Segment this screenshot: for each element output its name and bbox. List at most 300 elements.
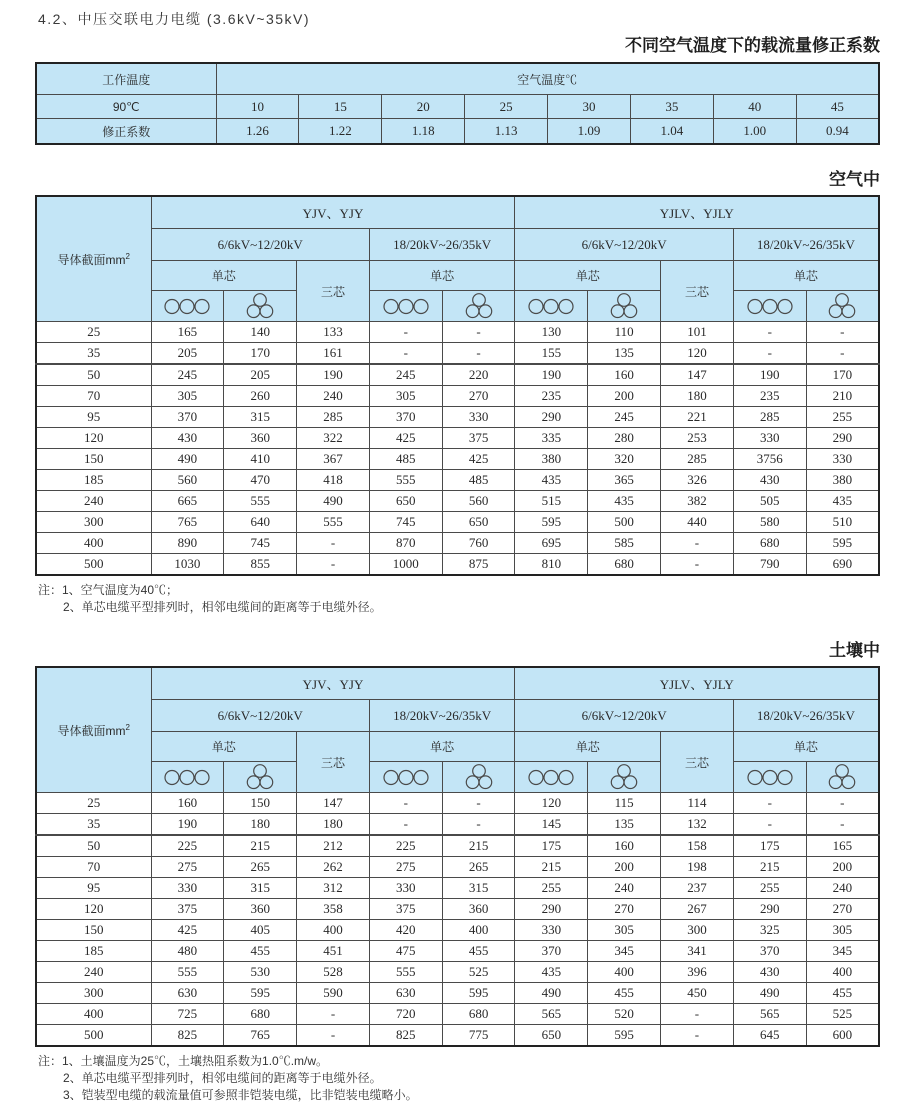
ampacity-cell: 510 [806, 512, 879, 533]
ampacity-cell: 400 [588, 962, 661, 983]
icon-cell [515, 291, 588, 322]
table-cell: 10 [216, 95, 299, 119]
ampacity-cell: - [442, 322, 515, 343]
ampacity-cell: 285 [733, 407, 806, 428]
ampacity-cell: 380 [806, 470, 879, 491]
table-row [36, 407, 879, 428]
ampacity-cell: 418 [297, 470, 370, 491]
ampacity-cell: 330 [369, 878, 442, 899]
circles-row-icon [528, 769, 574, 786]
ampacity-cell: 285 [661, 449, 734, 470]
three-core-header: 三芯 [297, 261, 370, 322]
ampacity-cell: 262 [297, 857, 370, 878]
ampacity-cell: 595 [224, 983, 297, 1004]
ampacity-cell: 345 [588, 941, 661, 962]
ampacity-cell: 645 [733, 1025, 806, 1047]
table-cell: 0.94 [796, 119, 879, 145]
ampacity-cell: 275 [151, 857, 224, 878]
ampacity-cell: 160 [588, 364, 661, 386]
table-row [36, 554, 879, 576]
ampacity-cell: 455 [442, 941, 515, 962]
table-cell: 45 [796, 95, 879, 119]
table-row [36, 119, 879, 145]
ampacity-cell: 255 [733, 878, 806, 899]
ampacity-cell: 237 [661, 878, 734, 899]
table-row [36, 364, 879, 386]
single-core-header: 单芯 [733, 261, 879, 291]
ampacity-cell: - [442, 343, 515, 365]
ampacity-cell: 255 [806, 407, 879, 428]
ampacity-cell: 480 [151, 941, 224, 962]
ampacity-cell: 1030 [151, 554, 224, 576]
ampacity-cell: 180 [661, 386, 734, 407]
ampacity-cell: 115 [588, 793, 661, 814]
ampacity-cell: - [297, 1004, 370, 1025]
table-cell: 35 [630, 95, 713, 119]
ampacity-cell: 690 [806, 554, 879, 576]
ampacity-cell: 240 [588, 878, 661, 899]
icon-cell [369, 762, 442, 793]
ampacity-cell: 190 [515, 364, 588, 386]
ampacity-cell: 270 [806, 899, 879, 920]
conductor-size-cell: 500 [36, 1025, 151, 1047]
row-label: 修正系数 [36, 119, 216, 145]
conductor-header: 导体截面$mm^2$ [36, 196, 151, 322]
voltage-low-header: 6/6kV~12/20kV [151, 700, 369, 732]
ampacity-cell: 225 [369, 835, 442, 857]
three-core-header: 三芯 [661, 261, 734, 322]
ampacity-cell: 400 [297, 920, 370, 941]
table-cell: 1.22 [299, 119, 382, 145]
ampacity-cell: 175 [515, 835, 588, 857]
ampacity-cell: 270 [442, 386, 515, 407]
conductor-size-cell: 70 [36, 857, 151, 878]
ampacity-cell: 405 [224, 920, 297, 941]
conductor-size-cell: 150 [36, 449, 151, 470]
icon-cell [515, 762, 588, 793]
ampacity-cell: 305 [806, 920, 879, 941]
icon-cell [224, 762, 297, 793]
ampacity-cell: 640 [224, 512, 297, 533]
table-row [36, 491, 879, 512]
ampacity-cell: 170 [806, 364, 879, 386]
table-row [36, 793, 879, 814]
ampacity-cell: 312 [297, 878, 370, 899]
ampacity-cell: 305 [369, 386, 442, 407]
ampacity-cell: 120 [661, 343, 734, 365]
ampacity-cell: 290 [733, 899, 806, 920]
header-row [36, 762, 879, 793]
ampacity-cell: 720 [369, 1004, 442, 1025]
ampacity-cell: 305 [151, 386, 224, 407]
table-row [36, 470, 879, 491]
circles-row-icon [528, 298, 574, 315]
ampacity-cell: 425 [442, 449, 515, 470]
note-line: 2、单芯电缆平型排列时，相邻电缆间的距离等于电缆外径。 [63, 600, 382, 614]
table-row [36, 533, 879, 554]
ampacity-cell: 325 [733, 920, 806, 941]
ampacity-cell: - [733, 814, 806, 836]
table-cell: 1.18 [382, 119, 465, 145]
ampacity-cell: 680 [224, 1004, 297, 1025]
circles-triangle-icon [827, 764, 857, 790]
ampacity-cell: 745 [224, 533, 297, 554]
table-row [36, 814, 879, 836]
ampacity-cell: - [369, 343, 442, 365]
ampacity-cell: 270 [588, 899, 661, 920]
table-cell: 25 [465, 95, 548, 119]
ampacity-cell: 410 [224, 449, 297, 470]
ampacity-cell: 147 [661, 364, 734, 386]
conductor-size-cell: 185 [36, 941, 151, 962]
conductor-size-cell: 240 [36, 491, 151, 512]
ampacity-cell: 695 [515, 533, 588, 554]
table-cell: 1.13 [465, 119, 548, 145]
ampacity-cell: 165 [151, 322, 224, 343]
ampacity-cell: - [806, 814, 879, 836]
ampacity-cell: 175 [733, 835, 806, 857]
ampacity-cell: - [733, 322, 806, 343]
ampacity-cell: 890 [151, 533, 224, 554]
three-core-header: 三芯 [661, 732, 734, 793]
ampacity-cell: - [297, 554, 370, 576]
ampacity-cell: 490 [151, 449, 224, 470]
ampacity-cell: 665 [151, 491, 224, 512]
ampacity-cell: 275 [369, 857, 442, 878]
ampacity-cell: 775 [442, 1025, 515, 1047]
conductor-size-cell: 300 [36, 512, 151, 533]
ampacity-cell: 330 [733, 428, 806, 449]
ampacity-cell: - [369, 793, 442, 814]
ampacity-cell: 440 [661, 512, 734, 533]
conductor-size-cell: 150 [36, 920, 151, 941]
ampacity-cell: 590 [297, 983, 370, 1004]
ampacity-cell: 490 [297, 491, 370, 512]
circles-triangle-icon [245, 293, 275, 319]
ampacity-cell: 245 [369, 364, 442, 386]
ampacity-cell: 485 [369, 449, 442, 470]
ampacity-cell: 315 [224, 878, 297, 899]
ampacity-cell: 855 [224, 554, 297, 576]
conductor-size-cell: 50 [36, 835, 151, 857]
ampacity-cell: 240 [297, 386, 370, 407]
circles-row-icon [164, 298, 210, 315]
icon-cell [588, 762, 661, 793]
ampacity-cell: 205 [224, 364, 297, 386]
conductor-size-cell: 300 [36, 983, 151, 1004]
ampacity-cell: 650 [442, 512, 515, 533]
ampacity-cell: 267 [661, 899, 734, 920]
ampacity-cell: 525 [806, 1004, 879, 1025]
ampacity-cell: 147 [297, 793, 370, 814]
ampacity-cell: 450 [661, 983, 734, 1004]
ampacity-cell: 595 [442, 983, 515, 1004]
ampacity-cell: 435 [806, 491, 879, 512]
circles-triangle-icon [609, 764, 639, 790]
ampacity-cell: 630 [369, 983, 442, 1004]
ampacity-cell: 370 [733, 941, 806, 962]
ampacity-cell: 160 [151, 793, 224, 814]
conductor-size-cell: 25 [36, 793, 151, 814]
header-row [36, 732, 879, 762]
ampacity-cell: 825 [369, 1025, 442, 1047]
ampacity-cell: 145 [515, 814, 588, 836]
ampacity-cell: 760 [442, 533, 515, 554]
single-core-header: 单芯 [515, 732, 661, 762]
ampacity-cell: 365 [588, 470, 661, 491]
table-body [36, 793, 879, 1047]
ampacity-cell: 680 [733, 533, 806, 554]
table-row [36, 835, 879, 857]
conductor-size-cell: 95 [36, 878, 151, 899]
table-cell: 1.00 [713, 119, 796, 145]
ampacity-cell: 3756 [733, 449, 806, 470]
ampacity-cell: 140 [224, 322, 297, 343]
ampacity-cell: 330 [515, 920, 588, 941]
ampacity-cell: 425 [369, 428, 442, 449]
correction-factor-table [35, 62, 880, 145]
ampacity-cell: 335 [515, 428, 588, 449]
ampacity-cell: - [297, 533, 370, 554]
ampacity-cell: 520 [588, 1004, 661, 1025]
air-notes [38, 582, 900, 616]
group-yjlv-header: YJLV、YJLY [515, 196, 879, 229]
ampacity-cell: 555 [224, 491, 297, 512]
ampacity-cell: 580 [733, 512, 806, 533]
ampacity-cell: 430 [151, 428, 224, 449]
ampacity-cell: 130 [515, 322, 588, 343]
icon-cell [733, 762, 806, 793]
ampacity-cell: 210 [806, 386, 879, 407]
circles-triangle-icon [464, 293, 494, 319]
ampacity-cell: - [661, 1025, 734, 1047]
ampacity-cell: 290 [515, 407, 588, 428]
ampacity-cell: 490 [515, 983, 588, 1004]
ampacity-cell: 330 [806, 449, 879, 470]
table-row [36, 920, 879, 941]
ampacity-cell: 370 [369, 407, 442, 428]
section-air-label: 空气中 [829, 170, 880, 189]
ampacity-cell: 190 [733, 364, 806, 386]
ampacity-cell: 240 [806, 878, 879, 899]
ampacity-cell: 555 [369, 962, 442, 983]
ampacity-cell: - [442, 793, 515, 814]
ampacity-cell: 585 [588, 533, 661, 554]
conductor-size-cell: 185 [36, 470, 151, 491]
icon-cell [806, 762, 879, 793]
voltage-high-header: 18/20kV~26/35kV [733, 700, 879, 732]
air-temp-label: 空气温度℃ [216, 63, 879, 95]
voltage-high-header: 18/20kV~26/35kV [369, 229, 515, 261]
circles-triangle-icon [464, 764, 494, 790]
table-header [36, 196, 879, 322]
ampacity-cell: 560 [442, 491, 515, 512]
table-cell: 30 [548, 95, 631, 119]
ampacity-cell: 160 [588, 835, 661, 857]
ampacity-cell: 530 [224, 962, 297, 983]
ampacity-cell: 220 [442, 364, 515, 386]
ampacity-cell: 315 [442, 878, 515, 899]
ampacity-cell: 485 [442, 470, 515, 491]
circles-row-icon [383, 298, 429, 315]
conductor-size-cell: 25 [36, 322, 151, 343]
ampacity-cell: 765 [224, 1025, 297, 1047]
ampacity-cell: 375 [442, 428, 515, 449]
ampacity-cell: 380 [515, 449, 588, 470]
conductor-size-cell: 70 [36, 386, 151, 407]
ampacity-cell: 825 [151, 1025, 224, 1047]
ampacity-cell: 475 [369, 941, 442, 962]
work-temp-label: 工作温度 [36, 63, 216, 95]
ampacity-cell: 745 [369, 512, 442, 533]
ampacity-cell: 165 [806, 835, 879, 857]
ampacity-cell: 161 [297, 343, 370, 365]
ampacity-cell: 435 [588, 491, 661, 512]
icon-cell [151, 291, 224, 322]
ampacity-cell: 135 [588, 814, 661, 836]
section-soil-label: 土壤中 [829, 641, 880, 660]
note-line: 3、铠装型电缆的载流量值可参照非铠装电缆，比非铠装电缆略小。 [63, 1088, 418, 1102]
ampacity-cell: 305 [588, 920, 661, 941]
header-row [36, 667, 879, 700]
ampacity-cell: 190 [297, 364, 370, 386]
ampacity-cell: 565 [733, 1004, 806, 1025]
ampacity-cell: 680 [442, 1004, 515, 1025]
conductor-size-cell: 500 [36, 554, 151, 576]
ampacity-cell: 375 [369, 899, 442, 920]
conductor-size-cell: 400 [36, 1004, 151, 1025]
ampacity-cell: 360 [224, 428, 297, 449]
ampacity-cell: 420 [369, 920, 442, 941]
ampacity-cell: 215 [515, 857, 588, 878]
ampacity-cell: 245 [151, 364, 224, 386]
ampacity-cell: 205 [151, 343, 224, 365]
voltage-low-header: 6/6kV~12/20kV [515, 229, 733, 261]
ampacity-cell: 595 [806, 533, 879, 554]
ampacity-cell: 200 [588, 857, 661, 878]
ampacity-cell: 315 [224, 407, 297, 428]
table-cell: 1.04 [630, 119, 713, 145]
ampacity-cell: 528 [297, 962, 370, 983]
ampacity-cell: - [806, 793, 879, 814]
single-core-header: 单芯 [369, 261, 515, 291]
ampacity-cell: 1000 [369, 554, 442, 576]
header-row [36, 196, 879, 229]
ampacity-cell: 320 [588, 449, 661, 470]
ampacity-cell: 370 [515, 941, 588, 962]
ampacity-cell: 110 [588, 322, 661, 343]
table-header [36, 667, 879, 793]
ampacity-cell: 180 [224, 814, 297, 836]
icon-cell [733, 291, 806, 322]
circles-row-icon [747, 769, 793, 786]
icon-cell [442, 291, 515, 322]
table-row [36, 878, 879, 899]
soil-notes [38, 1053, 900, 1104]
table-row [36, 322, 879, 343]
ampacity-cell: 198 [661, 857, 734, 878]
ampacity-cell: 435 [515, 962, 588, 983]
ampacity-cell: 133 [297, 322, 370, 343]
ampacity-cell: 215 [224, 835, 297, 857]
ampacity-cell: 358 [297, 899, 370, 920]
table-row [36, 386, 879, 407]
single-core-header: 单芯 [733, 732, 879, 762]
ampacity-cell: 158 [661, 835, 734, 857]
ampacity-cell: 170 [224, 343, 297, 365]
table-row [36, 95, 879, 119]
icon-cell [151, 762, 224, 793]
table-cell: 40 [713, 95, 796, 119]
ampacity-cell: 255 [515, 878, 588, 899]
ampacity-cell: 235 [733, 386, 806, 407]
ampacity-cell: 265 [442, 857, 515, 878]
ampacity-cell: 290 [515, 899, 588, 920]
header-row [36, 700, 879, 732]
air-ampacity-table [35, 195, 880, 576]
table-row [36, 63, 879, 95]
table-cell: 15 [299, 95, 382, 119]
table-row [36, 899, 879, 920]
soil-ampacity-table [35, 666, 880, 1047]
ampacity-cell: 790 [733, 554, 806, 576]
ampacity-cell: 555 [297, 512, 370, 533]
ampacity-cell: 810 [515, 554, 588, 576]
ampacity-cell: 430 [733, 470, 806, 491]
ampacity-cell: 370 [151, 407, 224, 428]
group-yjlv-header: YJLV、YJLY [515, 667, 879, 700]
ampacity-cell: - [661, 533, 734, 554]
ampacity-cell: 221 [661, 407, 734, 428]
ampacity-cell: 114 [661, 793, 734, 814]
ampacity-cell: 253 [661, 428, 734, 449]
icon-cell [224, 291, 297, 322]
ampacity-cell: 341 [661, 941, 734, 962]
ampacity-cell: 215 [733, 857, 806, 878]
voltage-low-header: 6/6kV~12/20kV [151, 229, 369, 261]
group-yjv-header: YJV、YJY [151, 667, 515, 700]
table-row [36, 512, 879, 533]
ampacity-cell: 875 [442, 554, 515, 576]
ampacity-cell: 400 [442, 920, 515, 941]
ampacity-cell: 451 [297, 941, 370, 962]
ampacity-cell: 132 [661, 814, 734, 836]
conductor-size-cell: 35 [36, 343, 151, 365]
icon-cell [442, 762, 515, 793]
ampacity-cell: - [806, 322, 879, 343]
ampacity-cell: 595 [515, 512, 588, 533]
ampacity-cell: - [442, 814, 515, 836]
circles-row-icon [747, 298, 793, 315]
three-core-header: 三芯 [297, 732, 370, 793]
table-row [36, 428, 879, 449]
conductor-size-cell: 120 [36, 428, 151, 449]
ampacity-cell: 455 [588, 983, 661, 1004]
ampacity-cell: 200 [588, 386, 661, 407]
ampacity-cell: 500 [588, 512, 661, 533]
ampacity-cell: - [806, 343, 879, 365]
conductor-size-cell: 95 [36, 407, 151, 428]
table-cell: 20 [382, 95, 465, 119]
ampacity-cell: 425 [151, 920, 224, 941]
ampacity-cell: 565 [515, 1004, 588, 1025]
ampacity-cell: 650 [515, 1025, 588, 1047]
ampacity-cell: 120 [515, 793, 588, 814]
ampacity-cell: 470 [224, 470, 297, 491]
header-row [36, 291, 879, 322]
ampacity-cell: 215 [442, 835, 515, 857]
ampacity-cell: 595 [588, 1025, 661, 1047]
